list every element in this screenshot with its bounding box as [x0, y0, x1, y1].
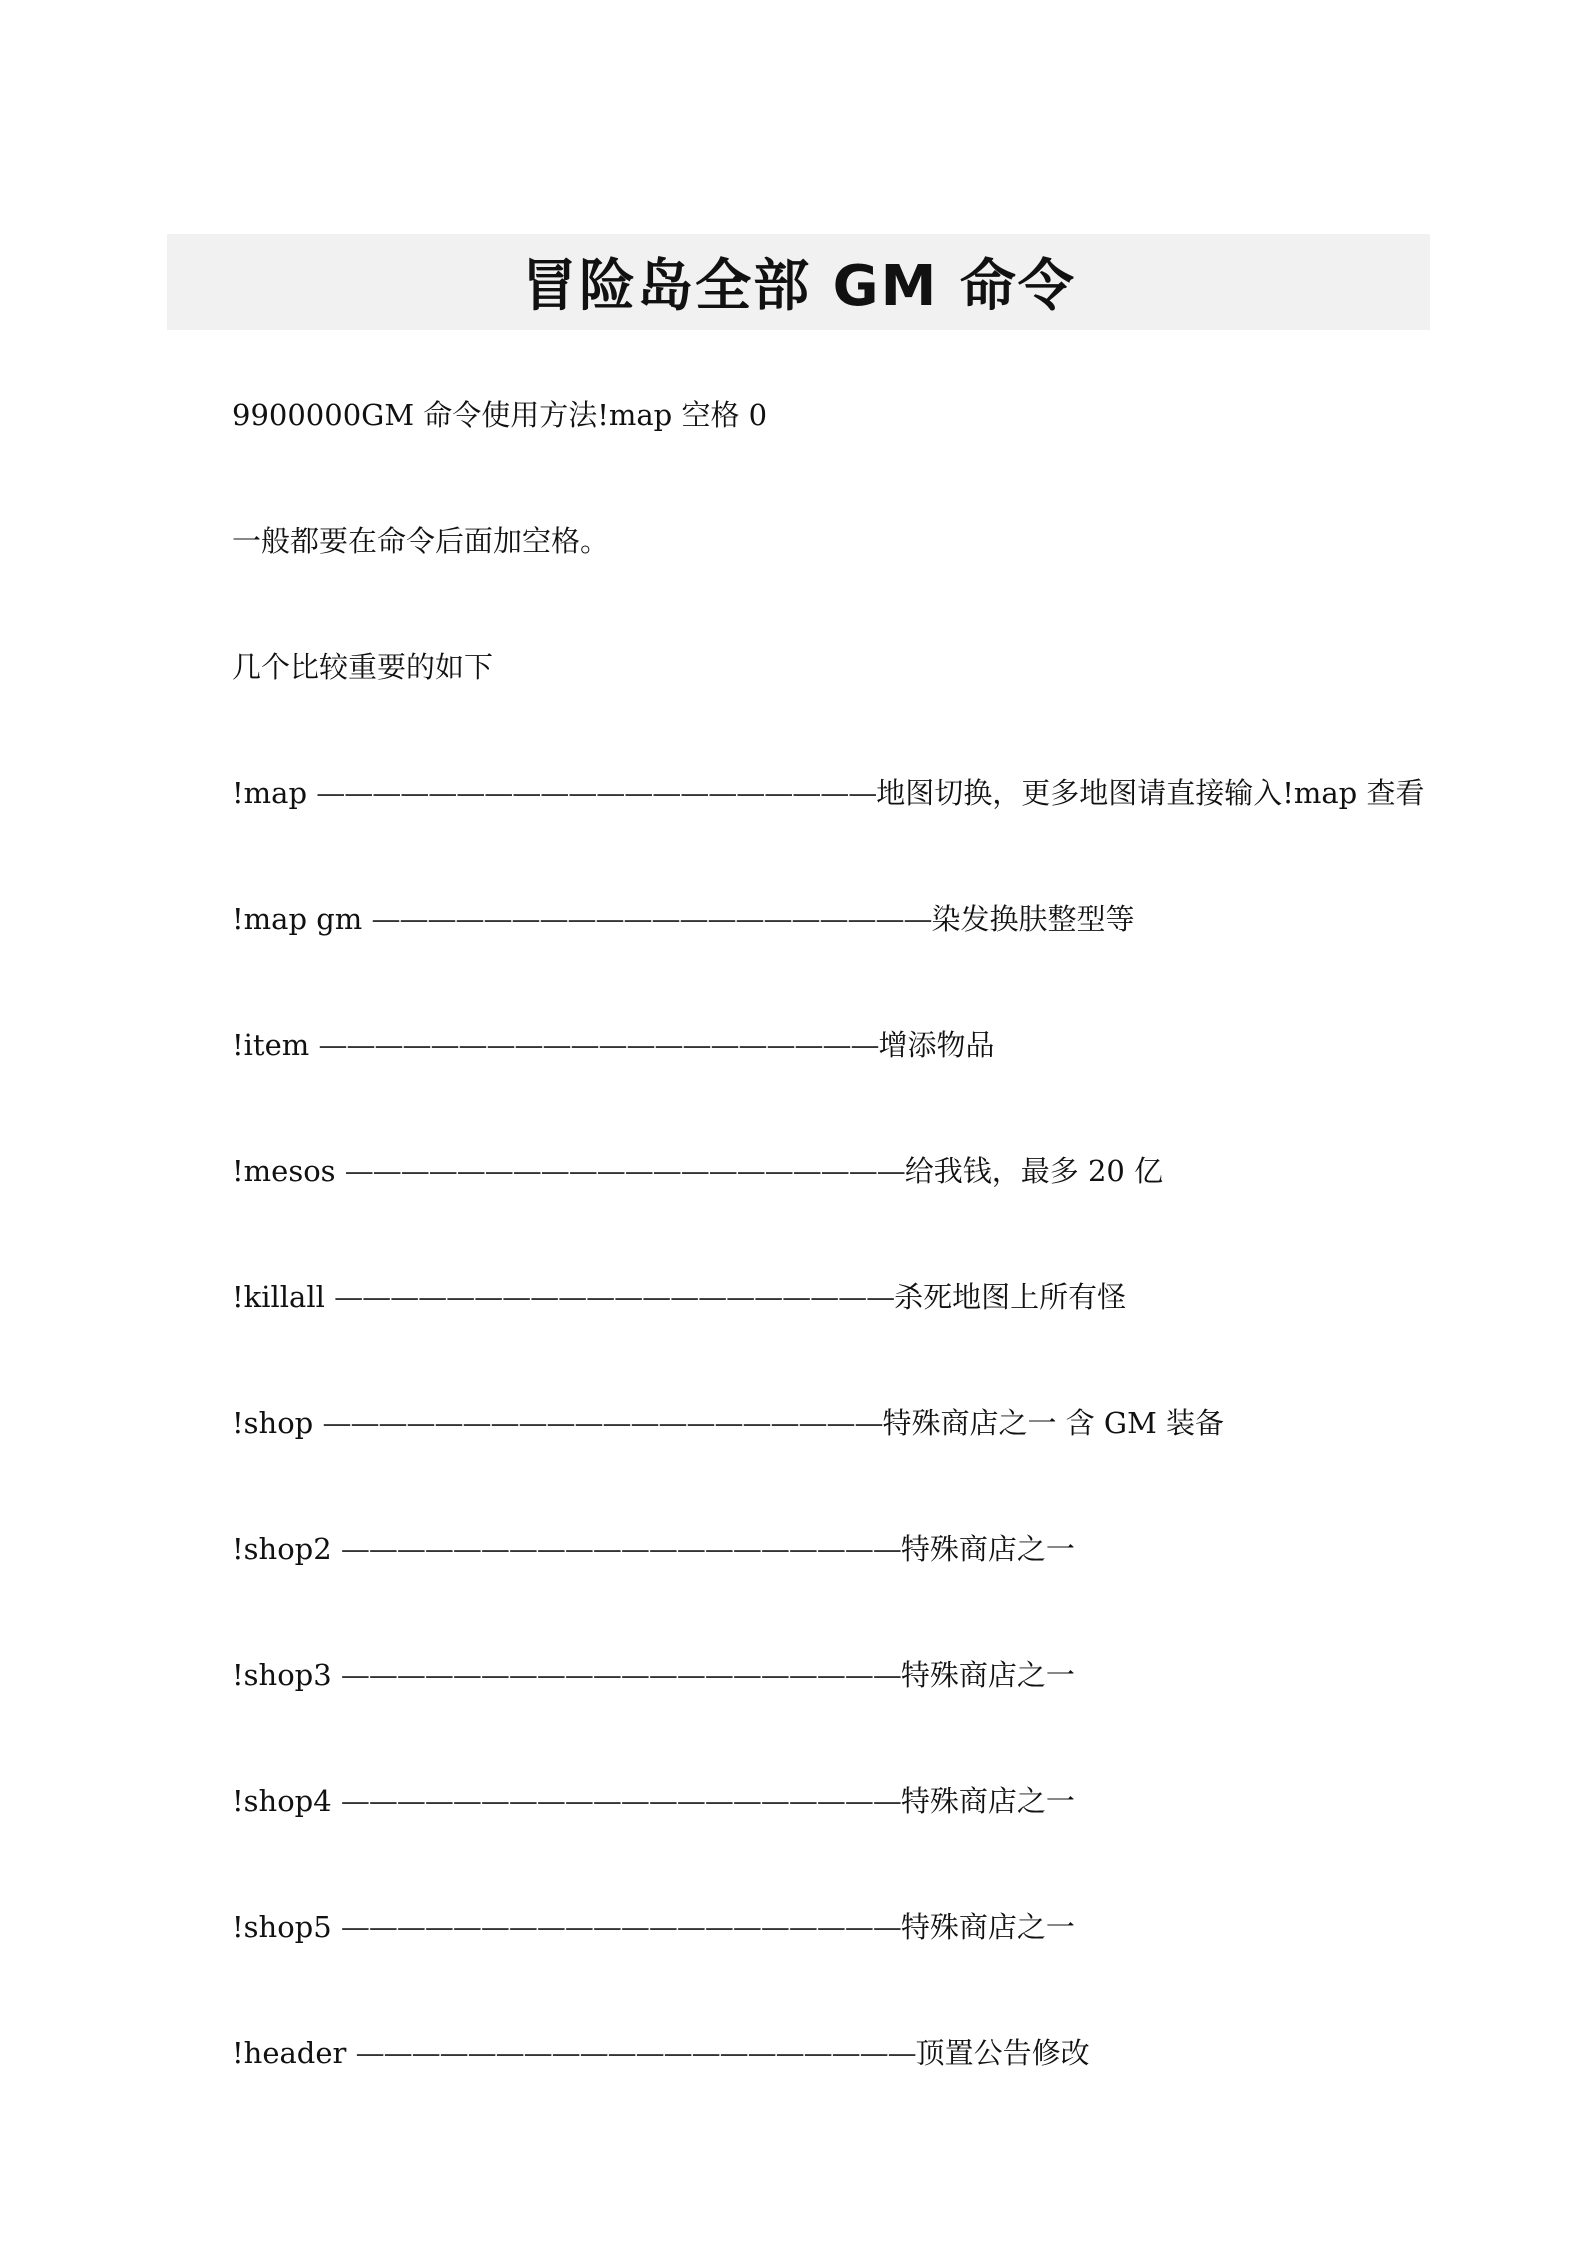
intro-paragraph-1: 9900000GM 命令使用方法!map 空格 0	[232, 398, 768, 432]
command-line-header	[232, 2023, 1412, 2149]
command-name: !shop4	[232, 1784, 341, 1818]
command-line-mesos	[232, 1141, 1412, 1267]
command-description: 特殊商店之一	[900, 1658, 1075, 1692]
command-line-shop5	[232, 1897, 1412, 2023]
command-dashes: ————————————————————	[340, 1532, 901, 1566]
intro-paragraph-3: 几个比较重要的如下	[232, 650, 494, 684]
command-line-item	[232, 1015, 1412, 1141]
command-name: !mesos	[232, 1154, 345, 1188]
command-name: !header	[232, 2036, 356, 2070]
command-dashes: ————————————————————	[371, 902, 932, 936]
command-line-shop	[232, 1393, 1412, 1519]
command-line-map	[232, 763, 1425, 889]
command-dashes: ————————————————————	[340, 1784, 901, 1818]
command-dashes: ————————————————————	[340, 1910, 901, 1944]
command-description: 特殊商店之一	[900, 1532, 1075, 1566]
command-dashes: ————————————————————	[322, 1406, 883, 1440]
command-description: 给我钱，最多 20 亿	[904, 1154, 1164, 1188]
document-title: 冒险岛全部 GM 命令	[521, 254, 1076, 319]
command-dashes: ————————————————————	[316, 776, 877, 810]
command-dashes: ————————————————————	[340, 1658, 901, 1692]
command-line-shop2	[232, 1519, 1412, 1645]
command-description: 增添物品	[878, 1028, 995, 1062]
command-name: !shop5	[232, 1910, 341, 1944]
command-description: 特殊商店之一	[900, 1910, 1075, 1944]
command-name: !shop3	[232, 1658, 341, 1692]
command-name: !map	[232, 776, 317, 810]
command-line-killall	[232, 1267, 1412, 1393]
command-dashes: ————————————————————	[344, 1154, 905, 1188]
command-line-shop4	[232, 1771, 1412, 1897]
command-line-shop3	[232, 1645, 1412, 1771]
title-band	[167, 234, 1430, 330]
command-description: 顶置公告修改	[915, 2036, 1090, 2070]
command-description: 地图切换，更多地图请直接输入!map 查看	[876, 776, 1425, 810]
command-line-map-gm	[232, 889, 1412, 1015]
command-name: !shop2	[232, 1532, 341, 1566]
command-description: 特殊商店之一 含 GM 装备	[882, 1406, 1224, 1440]
document-body	[232, 385, 1425, 2149]
command-name: !map gm	[232, 902, 372, 936]
command-description: 杀死地图上所有怪	[894, 1280, 1127, 1314]
command-description: 特殊商店之一	[900, 1784, 1075, 1818]
command-name: !item	[232, 1028, 319, 1062]
command-description: 染发换肤整型等	[931, 902, 1135, 936]
command-name: !shop	[232, 1406, 323, 1440]
command-name: !killall	[232, 1280, 335, 1314]
command-dashes: ————————————————————	[334, 1280, 895, 1314]
command-dashes: ————————————————————	[318, 1028, 879, 1062]
command-dashes: ————————————————————	[355, 2036, 916, 2070]
intro-paragraph-2: 一般都要在命令后面加空格。	[232, 524, 610, 558]
